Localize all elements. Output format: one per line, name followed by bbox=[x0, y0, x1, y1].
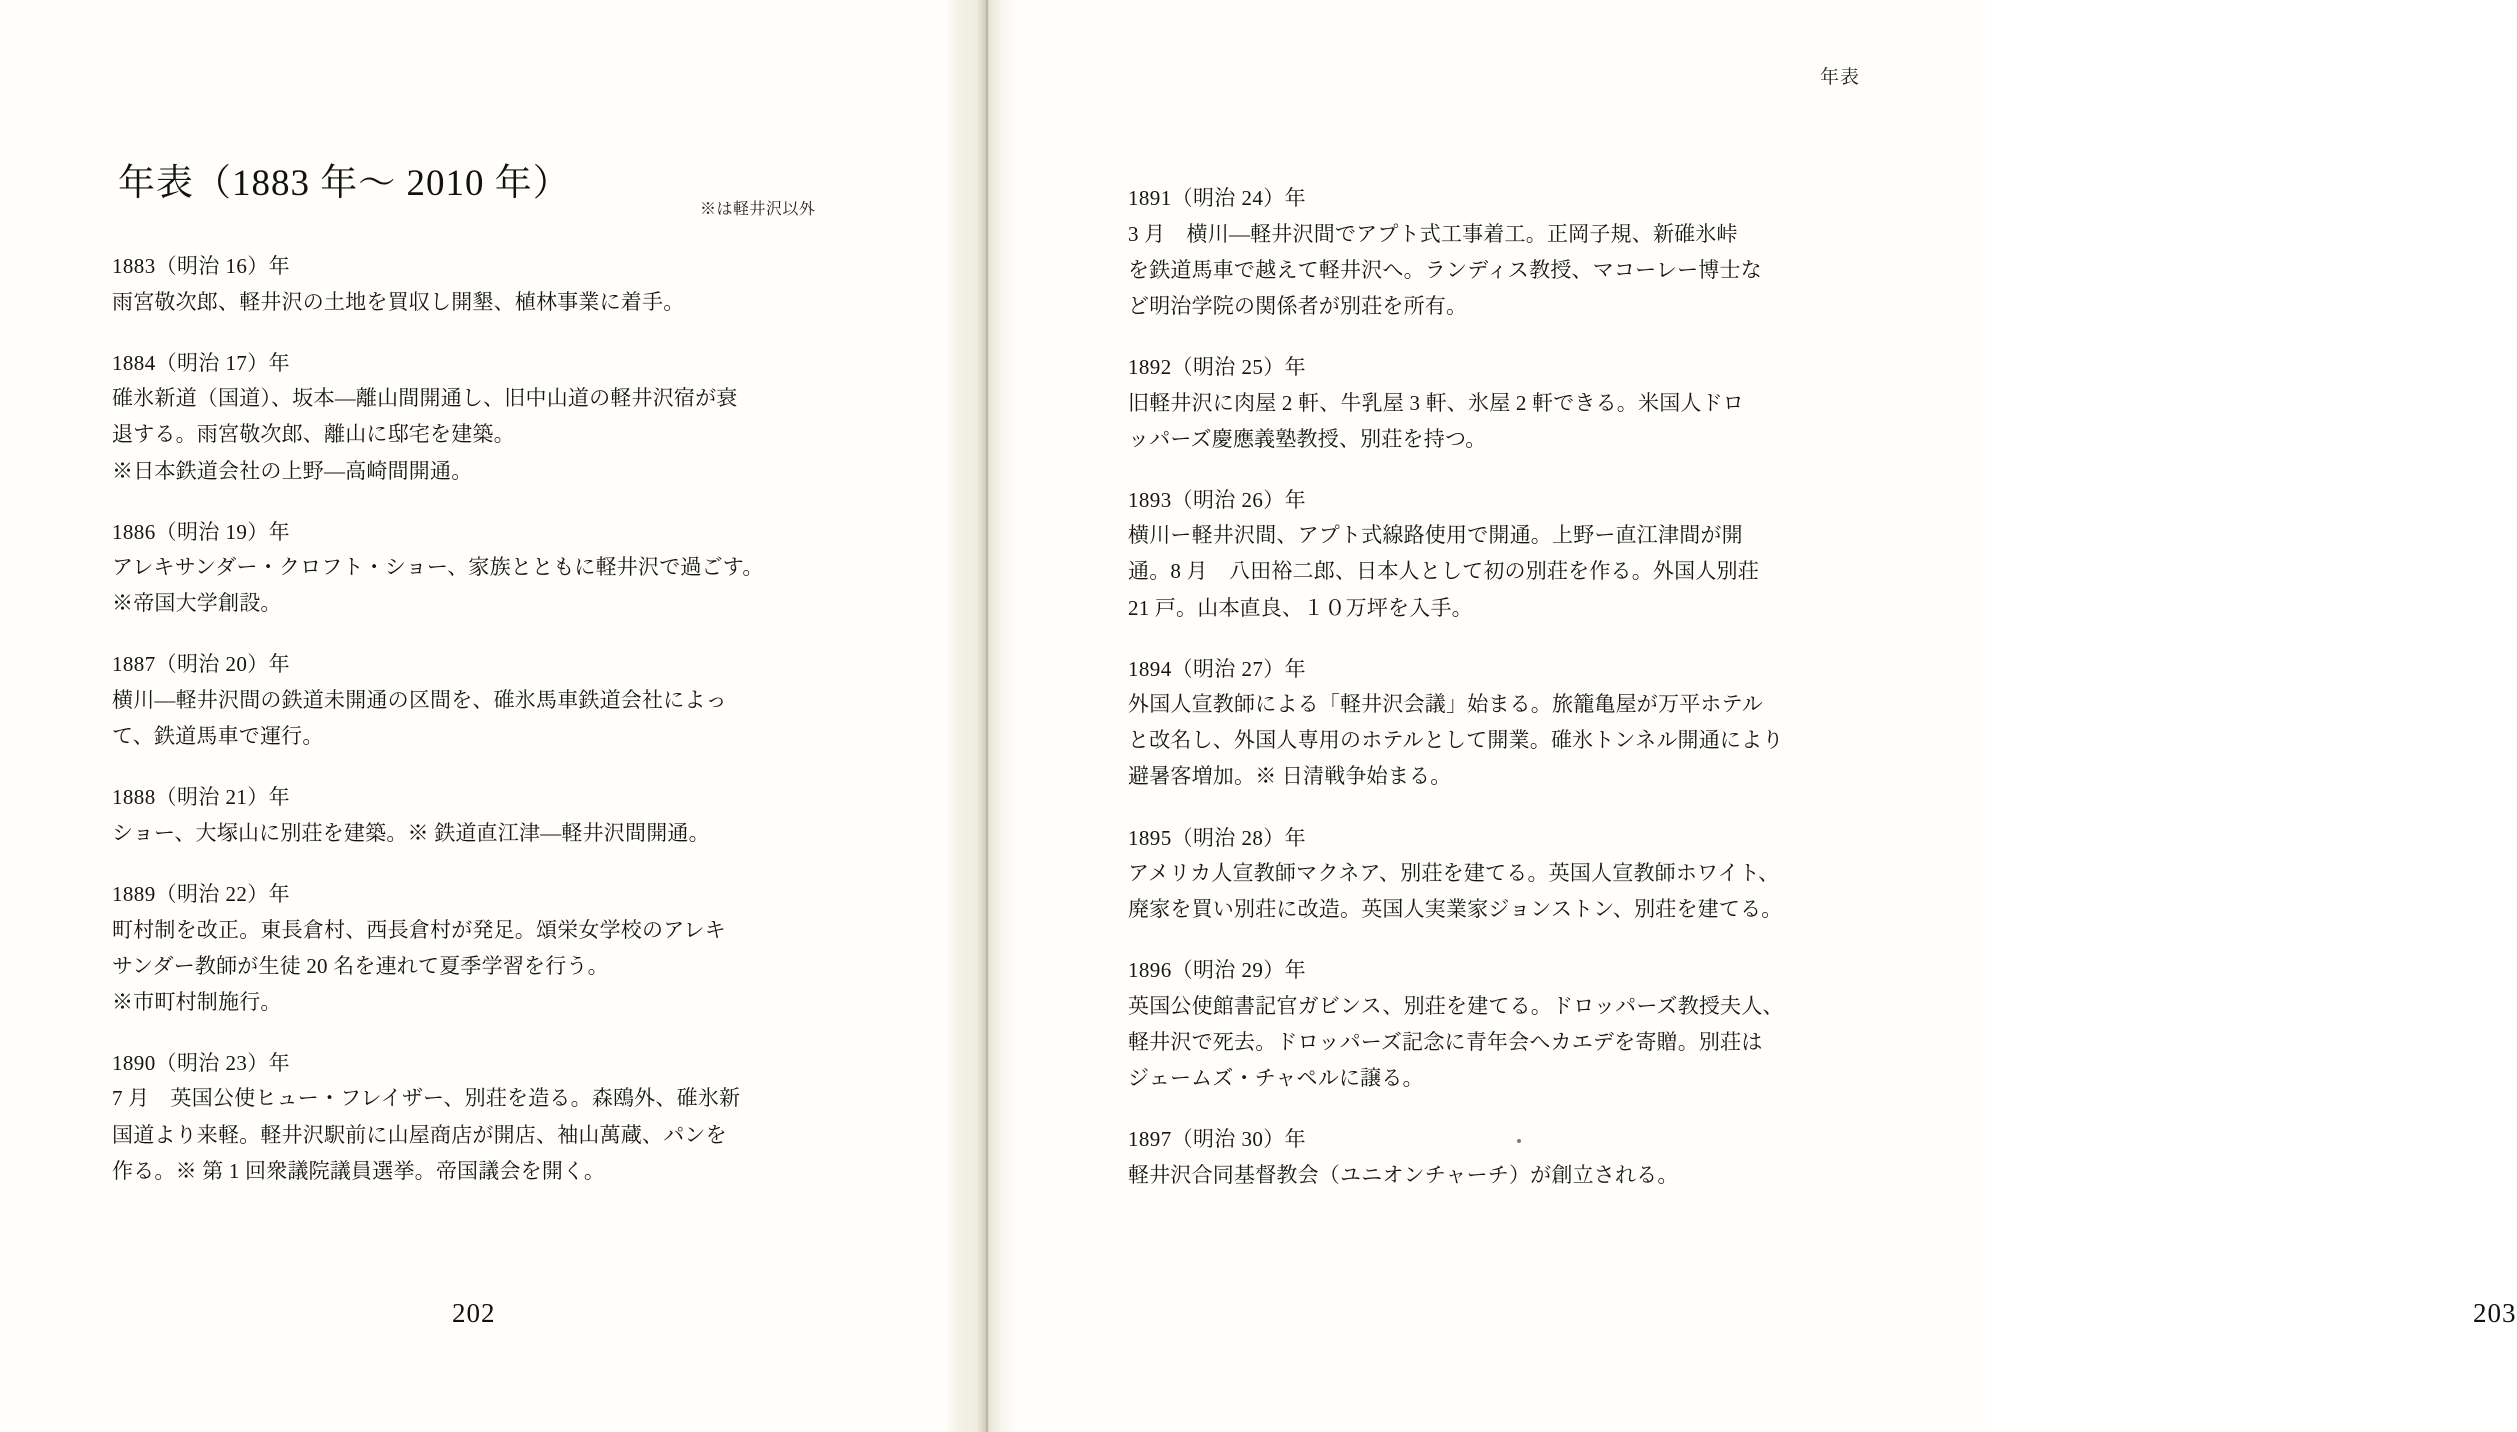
entry-year: 1896（明治 29）年 bbox=[1128, 958, 1307, 983]
entry-body bbox=[1128, 686, 1918, 794]
entry-line: 通。8 月 八田裕二郎、日本人として初の別荘を作る。外国人別荘 bbox=[1128, 559, 1759, 584]
entry-line: て、鉄道馬車で運行。 bbox=[112, 724, 324, 749]
left-chronology-list bbox=[112, 250, 872, 1216]
entry-body bbox=[1128, 1157, 1918, 1193]
entry-year: 1883（明治 16）年 bbox=[112, 254, 291, 278]
entry-year: 1891（明治 24）年 bbox=[1128, 186, 1307, 210]
chronology-entry bbox=[1128, 1123, 1918, 1193]
page-number-right: 203 bbox=[2473, 1298, 2517, 1328]
entry-line: ※市町村制施行。 bbox=[112, 989, 282, 1014]
page-number-left: 202 bbox=[452, 1298, 496, 1328]
entry-line: 軽井沢で死去。ドロッパーズ記念に青年会へカエデを寄贈。別荘は bbox=[1128, 1030, 1763, 1055]
entry-line: アレキサンダー・クロフト・ショー、家族とともに軽井沢で過ごす。 bbox=[112, 555, 764, 580]
right-chronology-list bbox=[1128, 182, 1918, 1220]
chronology-entry bbox=[1128, 182, 1918, 324]
entry-year: 1894（明治 27）年 bbox=[1128, 656, 1307, 681]
entry-line: 避暑客増加。※ 日清戦争始まる。 bbox=[1128, 764, 1452, 789]
entry-line: 退する。雨宮敬次郎、離山に邸宅を建築。 bbox=[112, 422, 515, 447]
entry-line: 町村制を改正。東長倉村、西長倉村が発足。頌栄女学校のアレキ bbox=[112, 917, 726, 942]
entry-year: 1887（明治 20）年 bbox=[112, 652, 291, 677]
entry-line: 3 月 横川—軽井沢間でアプト式工事着工。正岡子規、新碓氷峠 bbox=[1128, 221, 1738, 246]
entry-line: 横川—軽井沢間の鉄道未開通の区間を、碓氷馬車鉄道会社によっ bbox=[112, 688, 727, 713]
chronology-entry bbox=[112, 250, 872, 320]
entry-line: 廃家を買い別荘に改造。英国人実業家ジョンストン、別荘を建てる。 bbox=[1128, 897, 1783, 922]
entry-line: ど明治学院の関係者が別荘を所有。 bbox=[1128, 293, 1468, 318]
entry-year: 1886（明治 19）年 bbox=[112, 519, 291, 544]
page-title: 年表（1883 年〜 2010 年） bbox=[118, 163, 571, 204]
chronology-entry bbox=[112, 516, 872, 622]
entry-body bbox=[112, 549, 872, 621]
entry-body bbox=[1128, 517, 1918, 625]
entry-body bbox=[112, 815, 872, 851]
chronology-entry bbox=[112, 347, 872, 489]
chronology-entry bbox=[112, 781, 872, 851]
entry-year: 1892（明治 25）年 bbox=[1128, 354, 1307, 379]
chronology-entry bbox=[1128, 822, 1918, 928]
entry-line: アメリカ人宣教師マクネア、別荘を建てる。英国人宣教師ホワイト、 bbox=[1128, 861, 1780, 886]
entry-body bbox=[112, 284, 872, 320]
entry-body bbox=[112, 1080, 872, 1188]
book-spine-line bbox=[986, 0, 988, 1432]
entry-body bbox=[1128, 855, 1918, 927]
entry-line: 国道より来軽。軽井沢駅前に山屋商店が開店、袖山萬蔵、パンを bbox=[112, 1122, 727, 1147]
entry-line: 作る。※ 第 1 回衆議院議員選挙。帝国議会を開く。 bbox=[112, 1158, 606, 1183]
chronology-entry bbox=[1128, 954, 1918, 1096]
entry-line: と改名し、外国人専用のホテルとして開業。碓氷トンネル開通により bbox=[1128, 728, 1784, 753]
scan-speck bbox=[1517, 1139, 1521, 1143]
entry-year: 1884（明治 17）年 bbox=[112, 350, 291, 375]
entry-body bbox=[1128, 216, 1918, 324]
chronology-entry bbox=[1128, 351, 1918, 457]
chronology-entry bbox=[1128, 653, 1918, 795]
entry-line: 7 月 英国公使ヒュー・フレイザー、別荘を造る。森鴎外、碓氷新 bbox=[112, 1086, 741, 1111]
entry-line: ジェームズ・チャペルに譲る。 bbox=[1128, 1066, 1424, 1091]
entry-year: 1890（明治 23）年 bbox=[112, 1050, 291, 1075]
chronology-entry bbox=[1128, 484, 1918, 626]
entry-line: ※日本鉄道会社の上野—高崎間開通。 bbox=[112, 458, 473, 483]
entry-line: ※帝国大学創設。 bbox=[112, 591, 282, 616]
entry-body bbox=[112, 380, 872, 488]
entry-line: 外国人宣教師による「軽井沢会議」始まる。旅籠亀屋が万平ホテル bbox=[1128, 692, 1763, 717]
entry-line: 軽井沢合同基督教会（ユニオンチャーチ）が創立される。 bbox=[1128, 1162, 1679, 1187]
chronology-entry bbox=[112, 648, 872, 754]
entry-line: ショー、大塚山に別荘を建築。※ 鉄道直江津—軽井沢間開通。 bbox=[112, 820, 710, 845]
entry-body bbox=[112, 912, 872, 1020]
entry-body bbox=[1128, 988, 1918, 1096]
book-gutter bbox=[944, 0, 1018, 1432]
running-head: 年表 bbox=[1819, 67, 1860, 88]
entry-year: 1895（明治 28）年 bbox=[1128, 825, 1307, 850]
chronology-entry bbox=[112, 878, 872, 1020]
entry-line: 英国公使館書記官ガビンス、別荘を建てる。ドロッパーズ教授夫人、 bbox=[1128, 993, 1784, 1018]
entry-line: 旧軽井沢に肉屋 2 軒、牛乳屋 3 軒、氷屋 2 軒できる。米国人ドロ bbox=[1128, 390, 1744, 415]
entry-body bbox=[112, 682, 872, 754]
entry-year: 1893（明治 26）年 bbox=[1128, 487, 1307, 512]
entry-line: 21 戸。山本直良、１０万坪を入手。 bbox=[1128, 595, 1473, 620]
entry-year: 1897（明治 30）年 bbox=[1128, 1127, 1307, 1152]
title-footnote: ※は軽井沢以外 bbox=[700, 201, 816, 218]
entry-line: 雨宮敬次郎、軽井沢の土地を買収し開墾、植林事業に着手。 bbox=[112, 289, 685, 314]
entry-line: 横川ー軽井沢間、アプト式線路使用で開通。上野ー直江津間が開 bbox=[1128, 523, 1743, 548]
entry-line: 碓氷新道（国道）、坂本—離山間開通し、旧中山道の軽井沢宿が衰 bbox=[112, 386, 738, 411]
entry-year: 1889（明治 22）年 bbox=[112, 881, 291, 906]
entry-line: を鉄道馬車で越えて軽井沢へ。ランディス教授、マコーレー博士な bbox=[1128, 257, 1762, 282]
entry-line: ッパーズ慶應義塾教授、別荘を持つ。 bbox=[1128, 426, 1487, 451]
entry-body bbox=[1128, 385, 1918, 457]
chronology-entry bbox=[112, 1047, 872, 1189]
entry-year: 1888（明治 21）年 bbox=[112, 785, 291, 810]
entry-line: サンダー教師が生徒 20 名を連れて夏季学習を行う。 bbox=[112, 953, 609, 978]
